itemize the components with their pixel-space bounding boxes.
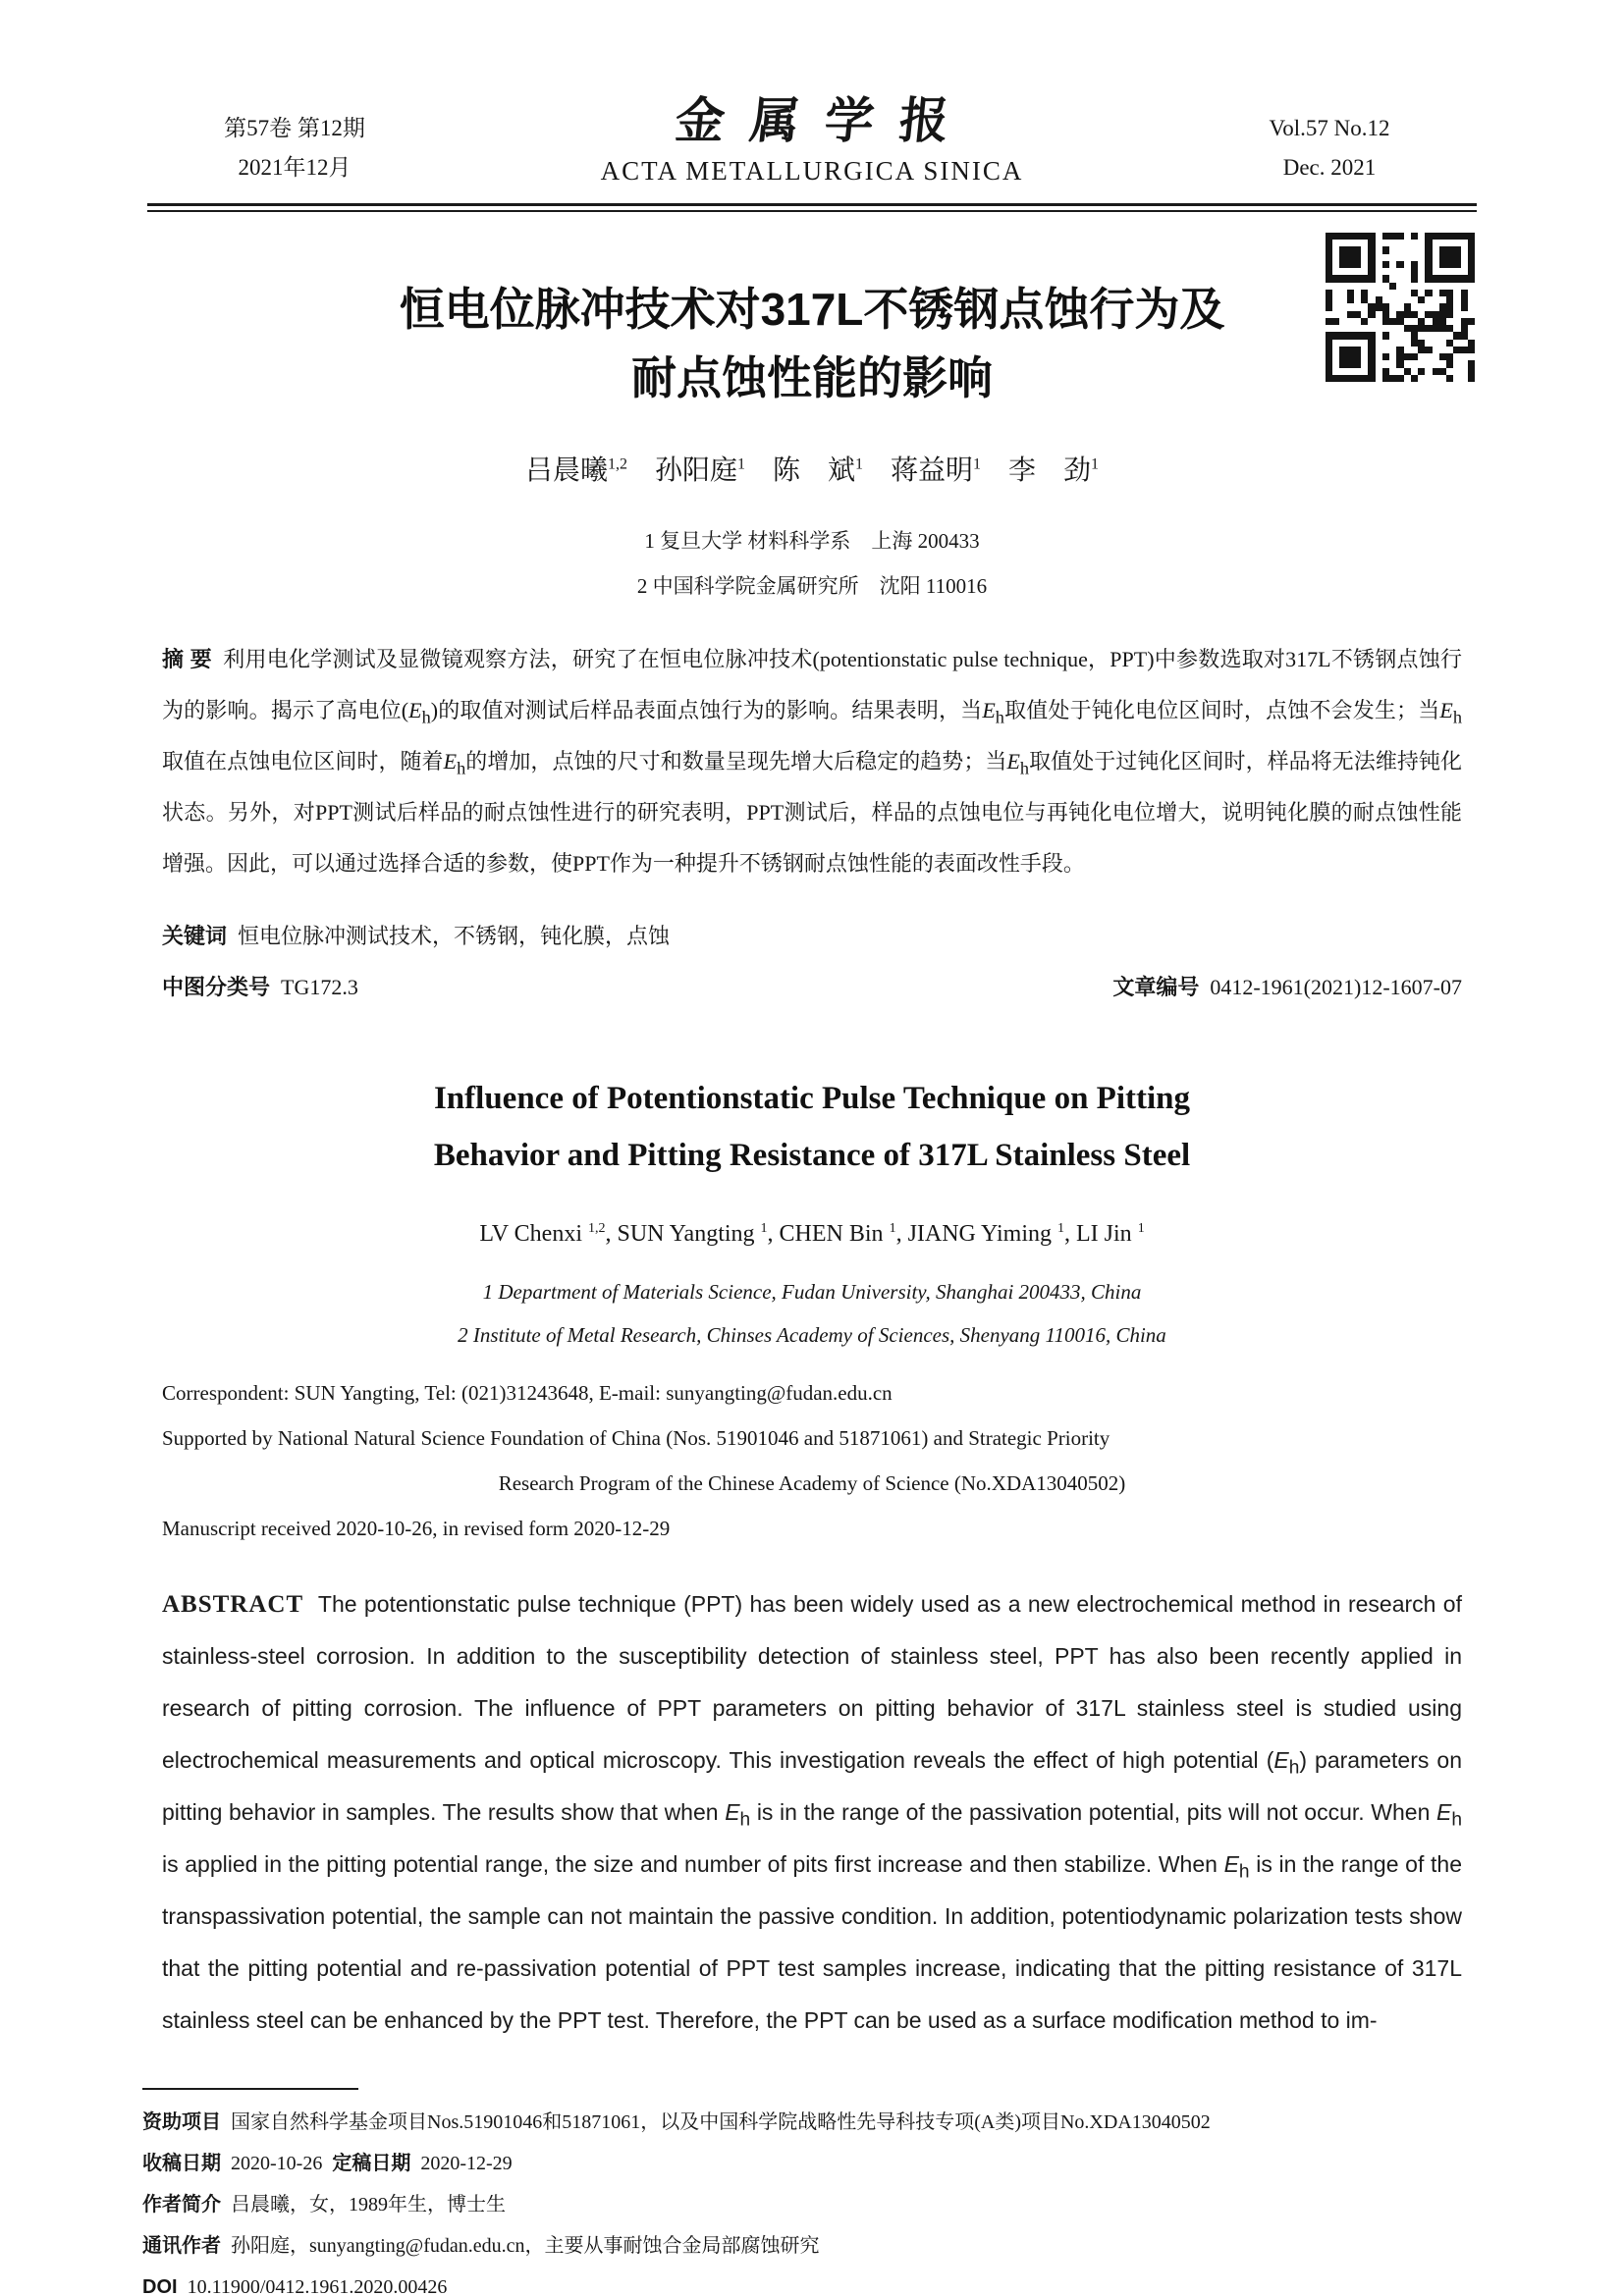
date-cn: 2021年12月 <box>238 155 352 180</box>
finalized-label: 定稿日期 <box>332 2153 411 2174</box>
corresponding-author-label: 通讯作者 <box>142 2235 221 2257</box>
date-en: Dec. 2021 <box>1282 155 1377 180</box>
title-en-line1: Influence of Potentionstatic Pulse Technique on Pitting <box>433 1081 1191 1116</box>
article-title-cn <box>162 275 1462 412</box>
bio-label: 作者简介 <box>142 2194 221 2216</box>
volume-issue-en: Vol.57 No.12 <box>1269 116 1390 140</box>
affiliations-en <box>162 1270 1462 1357</box>
doi-label: DOI <box>142 2276 178 2296</box>
header-left <box>147 109 442 187</box>
bio-line <box>142 2184 1477 2225</box>
abstract-cn-label: 摘 要 <box>162 647 212 671</box>
journal-name-en: ACTA METALLURGICA SINICA <box>600 156 1024 186</box>
title-en-line2: Behavior and Pitting Resistance of 317L Stainless Steel <box>433 1138 1191 1173</box>
supported-line2: Research Program of the Chinese Academy of Science (No.XDA13040502) <box>498 1471 1126 1495</box>
affiliation-cn-2: 2 中国科学院金属研究所 沈阳 110016 <box>636 574 988 598</box>
header-right <box>1182 109 1477 187</box>
qr-code <box>1326 233 1475 382</box>
classification-line <box>162 962 1462 1013</box>
clc-group <box>162 962 358 1013</box>
corresponding-author-line <box>142 2225 1477 2267</box>
supported-line1: Supported by National Natural Science Foundation of China (Nos. 51901046 and 51871061) and Strategic Priority <box>162 1426 1110 1450</box>
article-id-value: 0412-1961(2021)12-1607-07 <box>1210 975 1462 999</box>
journal-logo-cn: 金属学报 <box>672 91 978 149</box>
finalized-date: 2020-12-29 <box>420 2153 513 2174</box>
page-footer <box>142 2102 1477 2296</box>
article-title-en <box>162 1070 1462 1184</box>
abstract-cn-text: 利用电化学测试及显微镜观察方法，研究了在恒电位脉冲技术(potentionstatic pulse technique，PPT)中参数选取对317L不锈钢点蚀行为的影响。揭示了高电位$(E_h)$的取值对测试后样品表面点蚀行为的影响。结果表明，当$E_h$取值处于钝化电位区间时，点蚀不会发生；当$E_h$取值在点蚀电位区间时，随着$E_h$的增加，点蚀的尺寸和数量呈现先增大后稳定的趋势；当$E_h$取值处于过钝化区间时，样品将无法维持钝化状态。另外，对PPT测试后样品的耐点蚀性进行的研究表明，PPT测试后，样品的点蚀电位与再钝化电位增大，说明钝化膜的耐点蚀性能增强。因此，可以通过选择合适的参数，使PPT作为一种提升不锈钢耐点蚀性能的表面改性手段。 <box>162 647 1463 876</box>
journal-header <box>147 93 1477 187</box>
authors-cn: 吕晨曦$^{1,2}$ 孙阳庭$^1$ 陈 斌$^1$ 蒋益明$^1$ 李 劲$^1$ <box>524 455 1100 486</box>
fund-line <box>142 2102 1477 2143</box>
dates-line <box>142 2143 1477 2184</box>
volume-issue-cn: 第57卷 第12期 <box>224 116 365 140</box>
article-content <box>147 275 1477 2047</box>
abstract-en <box>162 1578 1462 2047</box>
clc-label: 中图分类号 <box>162 975 271 999</box>
article-id-group <box>1112 962 1462 1013</box>
affiliation-en-2: 2 Institute of Metal Research, Chinses Academy of Sciences, Shenyang 110016, China <box>458 1323 1166 1347</box>
fund-label: 资助项目 <box>142 2111 221 2133</box>
article-id-label: 文章编号 <box>1112 975 1200 999</box>
clc-value: TG172.3 <box>281 975 358 999</box>
keywords-text: 恒电位脉冲测试技术，不锈钢，钝化膜，点蚀 <box>238 924 671 948</box>
header-rule <box>147 203 1477 212</box>
affiliation-en-1: 1 Department of Materials Science, Fudan University, Shanghai 200433, China <box>482 1280 1142 1304</box>
header-center <box>442 93 1182 187</box>
corresponding-author-text: 孙阳庭，sunyangting@fudan.edu.cn，主要从事耐蚀合金局部腐蚀研究 <box>231 2235 820 2257</box>
keywords-line <box>162 911 1462 962</box>
authors-en: LV Chenxi $^{1,2}$, SUN Yangting $^1$, CHEN Bin $^1$, JIANG Yiming $^1$, LI Jin $^1$ <box>479 1221 1145 1247</box>
affiliations-cn <box>162 518 1462 609</box>
fund-text: 国家自然科学基金项目Nos.51901046和51871061，以及中国科学院战略性先导科技专项(A类)项目No.XDA13040502 <box>231 2111 1211 2133</box>
received-date: 2020-10-26 <box>231 2153 323 2174</box>
doi-text: 10.11900/0412.1961.2020.00426 <box>187 2276 448 2296</box>
abstract-cn <box>162 634 1462 889</box>
doi-line <box>142 2267 1477 2296</box>
correspondence-block <box>162 1370 1462 1551</box>
bio-text: 吕晨曦，女，1989年生，博士生 <box>231 2194 506 2216</box>
affiliation-cn-1: 1 复旦大学 材料科学系 上海 200433 <box>644 529 980 553</box>
footnote-rule <box>142 2088 358 2090</box>
abstract-en-label: ABSTRACT <box>162 1591 304 1618</box>
correspondent-line: Correspondent: SUN Yangting, Tel: (021)31243648, E-mail: sunyangting@fudan.edu.cn <box>162 1381 893 1405</box>
title-cn-line2: 耐点蚀性能的影响 <box>631 352 993 403</box>
title-cn-line1: 恒电位脉冲技术对317L不锈钢点蚀行为及 <box>399 284 1225 335</box>
abstract-en-text: The potentionstatic pulse technique (PPT) has been widely used as a new electrochemical method in research of stainless-steel corrosion. In addition to the susceptibility detection of stainless steel, PPT has also been recently applied in research of pitting corrosion. The influence of PPT parameters on pitting behavior of 317L stainless steel is studied using electrochemical measurements and optical microscopy. This investigation reveals the effect of high potential $(E_h)$ parameters on pitting behavior in samples. The results show that when $E_h$ is in the range of the passivation potential, pits will not occur. When $E_h$ is applied in the pitting potential range, the size and number of pits first increase and then stabilize. When $E_h$ is in the range of the transpassivation potential, the sample can not maintain the passive condition. In addition, potentiodynamic polarization tests show that the pitting potential and re-passivation potential of PPT test samples increase, indicating that the pitting resistance of 317L stainless steel can be enhanced by the PPT test. Therefore, the PPT can be used as a surface modification method to im- <box>162 1591 1462 2033</box>
received-label: 收稿日期 <box>142 2153 221 2174</box>
keywords-label: 关键词 <box>162 924 228 948</box>
manuscript-line: Manuscript received 2020-10-26, in revised form 2020-12-29 <box>162 1517 671 1540</box>
